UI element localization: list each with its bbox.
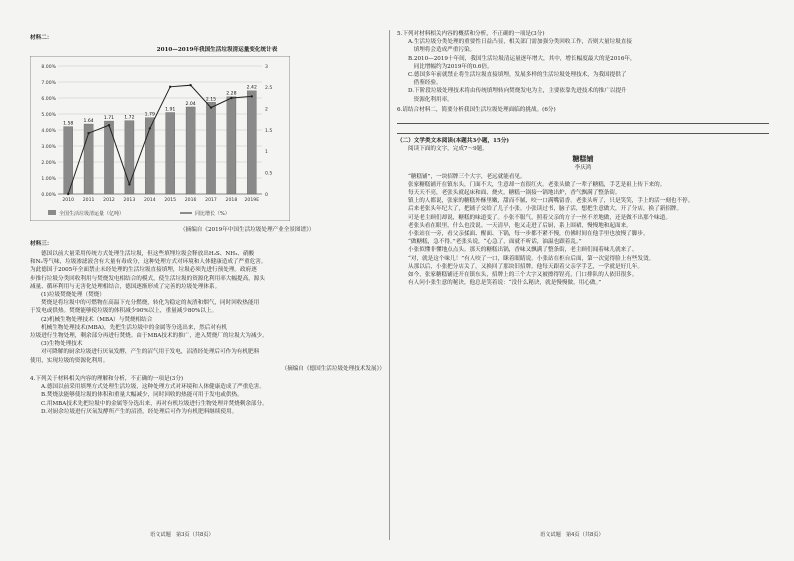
category-label: 2010	[62, 198, 75, 203]
category-label: 2016	[184, 198, 197, 203]
footer-page-3: 语文试题 第3页（共8页）	[150, 532, 214, 538]
bar-2015	[166, 113, 175, 194]
waste-chart	[30, 56, 290, 221]
story-para-6: 可是老主顾们却说，糖糕的味道变了。小张不服气，照着父亲的方子一丝不差地做，还是做不出那个味道。	[408, 214, 671, 221]
column-divider	[389, 30, 390, 540]
story-para-3: 每天天不亮，老张头就起床和面、烧火，糖糕一锅接一锅地出炉，香气飘满了整条街。	[408, 190, 621, 197]
growth-point	[87, 132, 89, 134]
story-para-1: “糖糕铺”，一块招牌三个大字，老远就能看见。	[408, 173, 526, 180]
m3-heading-2: (2)机械生物处理技术（MBA）与焚烧相结合	[41, 316, 153, 323]
chart-title: 2010—2019年我国生活垃圾清运量变化统计表	[156, 47, 278, 53]
category-label: 2013	[123, 198, 136, 203]
right-tick-label: 3	[265, 64, 268, 70]
story-para-10: 小张似懂非懂地点点头。那天的糖糕出锅，香味又飘满了整条街，老主顾们闻着味儿就来了。	[408, 247, 638, 254]
material3-body	[30, 250, 385, 416]
story-para-13: 如今，张家糖糕铺还开在镇东头，招牌上的三个大字又被擦得锃亮，门口排队的人依旧很多。	[408, 272, 638, 279]
story-para-11: “对，就是这个味儿！”有人咬了一口，眯着眼睛说。小张站在柜台后面，第一次觉得脸上有些发烫。	[408, 255, 655, 262]
bar-value-label: 1.58	[63, 121, 74, 127]
left-tick-label: 7.00%	[41, 80, 56, 86]
question-5: 5.下列对材料相关内容的概括和分析，不正确的一项是(3分)	[397, 31, 545, 37]
category-label: 2014	[143, 198, 156, 203]
material2-label: 材料二：	[30, 35, 53, 41]
left-tick-label: 3.00%	[41, 144, 56, 150]
bar-2019E	[247, 91, 256, 194]
left-tick-label: 5.00%	[41, 112, 56, 118]
bar-2016	[186, 107, 195, 194]
right-column	[397, 30, 769, 550]
m3-p3-l2: 垃圾进行生物处理，剩余部分再进行焚烧。由于MBA技术的推广，进入焚烧厂的垃圾大为减少。	[30, 333, 268, 340]
q5-option-c-l2: 借鉴经验。	[408, 80, 442, 87]
section-instructions: 阅读下面的文字，完成7～9题。	[408, 146, 488, 153]
story-para-8: 小张站在一旁，看父亲揉面、醒面、下锅，每一步都不紧不慢，仿佛时间在他手里也放慢了脚步。	[408, 231, 649, 238]
right-tick-label: 0.5	[265, 171, 273, 177]
left-tick-label: 1.00%	[41, 176, 56, 182]
m3-p2-l1: 焚烧是将垃圾中的可燃物在高温下充分燃烧，转化为稳定的灰渣和烟气，同时回收热能用	[41, 300, 260, 307]
bar-value-label: 1.64	[83, 119, 94, 125]
m3-p1-l3: 为此德国于2005年全面禁止未经处理的生活垃圾直接填埋，垃圾必须先进行预处理。政府逐	[30, 267, 257, 274]
bar-value-label: 1.91	[165, 107, 176, 113]
bar-2018	[227, 97, 236, 194]
story-author: 李庆鸿	[574, 165, 592, 172]
growth-point	[230, 97, 232, 99]
category-label: 2015	[164, 198, 177, 203]
m3-p1-l4: 步推行垃圾分类回收利用与焚烧发电相结合的模式，使生活垃圾的资源化利用率大幅提高，源头	[30, 275, 265, 282]
bar-2012	[104, 121, 113, 194]
right-tick-label: 1	[265, 150, 268, 156]
category-label: 2018	[225, 198, 238, 203]
question-6: 6.请结合材料二，简要分析我国生活垃圾处理面临的挑战。(6分)	[397, 106, 556, 113]
m3-p3-l1: 机械生物处理技术(MBA)，先把生活垃圾中的金属等分选出来，然后对有机	[41, 324, 228, 331]
story-para-7: 老张头看在眼里，什么也没说。一天清早，他又走进了后厨，系上围裙，慢慢地和起面来。	[408, 222, 632, 229]
growth-point	[67, 193, 69, 195]
right-tick-label: 0	[265, 192, 268, 198]
growth-point	[149, 127, 151, 129]
story-para-4: 镇上的人都说，张家的糖糕外酥里嫩，甜而不腻，咬一口满嘴留香。老张头听了，只是笑笑，手上的活一刻也不停。	[408, 198, 694, 205]
growth-point	[108, 124, 110, 126]
growth-point	[128, 183, 130, 185]
material3-label: 材料三：	[30, 241, 53, 247]
story-para-2: 张家糖糕铺开在镇东头，门面不大，生意却一直很红火。老张头做了一辈子糖糕，手艺是祖上传下来的。	[408, 181, 666, 188]
q5-option-d-l1: D.下阶段垃圾处理技术将由传统填埋转向焚烧发电为主，主要依靠先进技术的推广以提升	[408, 88, 627, 95]
category-label: 2011	[82, 198, 95, 203]
story-title: 糖糕铺	[572, 154, 594, 164]
story-para-9: “做糖糕，急不得。”老张头说，“心急了，面就不听话，油温也跟着乱。”	[408, 239, 582, 246]
right-tick-label: 2.5	[265, 86, 273, 92]
story-para-12: 从那以后，小张把分店关了，又换回了那块旧招牌。他每天跟着父亲学手艺，一学就是好几年。	[408, 263, 643, 270]
bar-value-label: 1.72	[124, 115, 135, 121]
legend-bar-label: 全国生活垃圾清运量（亿吨）	[59, 211, 125, 217]
category-label: 2019E	[244, 198, 260, 203]
bar-2017	[206, 102, 215, 194]
legend-line-label: 同比增长（%）	[195, 211, 230, 217]
section-title: （二）文学类文本阅读(本题共3小题，15分)	[397, 138, 510, 145]
q5-option-b-l2: 同比增幅约为2019年的0.6倍。	[408, 63, 493, 70]
m3-p4-l2: 使用，实现垃圾的资源化利用。	[30, 357, 109, 364]
category-label: 2017	[205, 198, 217, 203]
left-axis-ticks	[41, 64, 56, 198]
m3-p2-l2: 于发电或供热。焚烧能够使垃圾的体积减少90%以上，重量减少80%以上。	[30, 308, 218, 315]
m3-p4-l1: 对可降解的厨余垃圾进行厌氧发酵，产生的沼气用于发电，沼渣经处理后可作为有机肥料	[41, 349, 260, 356]
growth-point	[210, 106, 212, 108]
m3-p1-l2: 和N₂等气味，垃圾渗滤液含有大量有毒成分，这种处理方式对环境和人体健康造成了严重危害。	[30, 259, 267, 266]
m3-source: （摘编自《德国生活垃圾处理技术发展》）	[281, 365, 385, 372]
bar-value-label: 1.71	[103, 116, 115, 122]
story-body	[397, 173, 769, 288]
right-tick-label: 1.5	[265, 128, 273, 134]
q5-option-c-l1: C.德国多年前就禁止将生活垃圾直接填埋，发展多样的生活垃圾处理技术，为我国提供了	[408, 72, 627, 79]
chart-source: （摘编自《2019年中国生活垃圾处理产业全景图谱》）	[180, 227, 315, 233]
legend-bar-swatch	[48, 210, 56, 215]
growth-point	[251, 95, 253, 97]
bar-value-label: 2.04	[185, 101, 196, 107]
left-tick-label: 2.00%	[41, 160, 56, 166]
q5-option-b-l1: B.2010—2019十年间，我国生活垃圾清运量逐年增大，其中，增长幅度最大的是2016年，	[408, 55, 636, 62]
category-label: 2012	[103, 198, 115, 203]
m3-heading-1: (1)垃圾焚烧处理（焚烧）	[41, 292, 105, 299]
footer-page-4: 语文试题 第4页（共8页）	[540, 532, 604, 538]
m3-heading-3: (3)生物处理技术	[41, 341, 83, 348]
story-para-14: 有人问小张生意的秘诀，他总是笑着说：“没什么秘诀，就是慢慢做，用心做。”	[408, 280, 602, 287]
growth-point	[189, 84, 191, 86]
left-tick-label: 0.00%	[41, 192, 56, 198]
q4-option-c: C.用MBA技术先把垃圾中的金属等分选出来，再对有机垃圾进行生物处理并焚烧剩余部分。	[41, 400, 268, 407]
left-column	[30, 30, 385, 550]
left-tick-label: 6.00%	[41, 96, 56, 102]
bar-value-label: 2.42	[246, 85, 257, 91]
bar-value-label: 2.15	[205, 97, 217, 103]
q4-option-b: B.焚烧法能够使垃圾的体积和重量大幅减少，同时回收的热能可用于发电或供热。	[41, 392, 243, 399]
answer-line-1	[397, 115, 769, 124]
q5-option-d-l2: 资源化利用率。	[408, 96, 453, 103]
question-4: 4.下列关于材料相关内容的理解和分析，不正确的一项是(3分)	[30, 376, 184, 383]
left-tick-label: 8.00%	[41, 64, 56, 70]
bar-value-label: 1.79	[144, 112, 155, 118]
q4-option-a: A.德国以前采用填埋方式处理生活垃圾，这种处理方式对环境和人体健康造成了严重危害。	[41, 384, 265, 391]
bar-value-label: 2.28	[226, 91, 237, 97]
m3-p1-l1: 德国以前大量采用传统方式处理生活垃圾，但这些填埋垃圾会释放出H₂S、NH₃、硝酸	[41, 251, 255, 257]
story-para-5: 后来老张头年纪大了，把铺子交给了儿子小张。小张读过书，脑子活，想把生意做大，开了分店，换了新招牌。	[408, 206, 683, 213]
growth-point	[169, 86, 171, 88]
left-tick-label: 4.00%	[41, 128, 56, 134]
q4-option-d: D.对厨余垃圾进行厌氧发酵所产生的沼渣，经处理后可作为有机肥料继续使用。	[41, 408, 238, 415]
m3-p1-l5: 减量、循环利用与无害化处理相结合，德国逐渐形成了完善的垃圾处理体系。	[30, 283, 221, 290]
right-tick-label: 2	[265, 107, 268, 113]
answer-line-2	[397, 125, 769, 134]
q5-option-a-l1: A.生活垃圾分类处理的重要性日益凸显，相关部门需加强分类回收工作，否则大量垃圾直接	[408, 39, 632, 46]
q5-option-a-l2: 填埋将会造成严重污染。	[408, 47, 476, 54]
